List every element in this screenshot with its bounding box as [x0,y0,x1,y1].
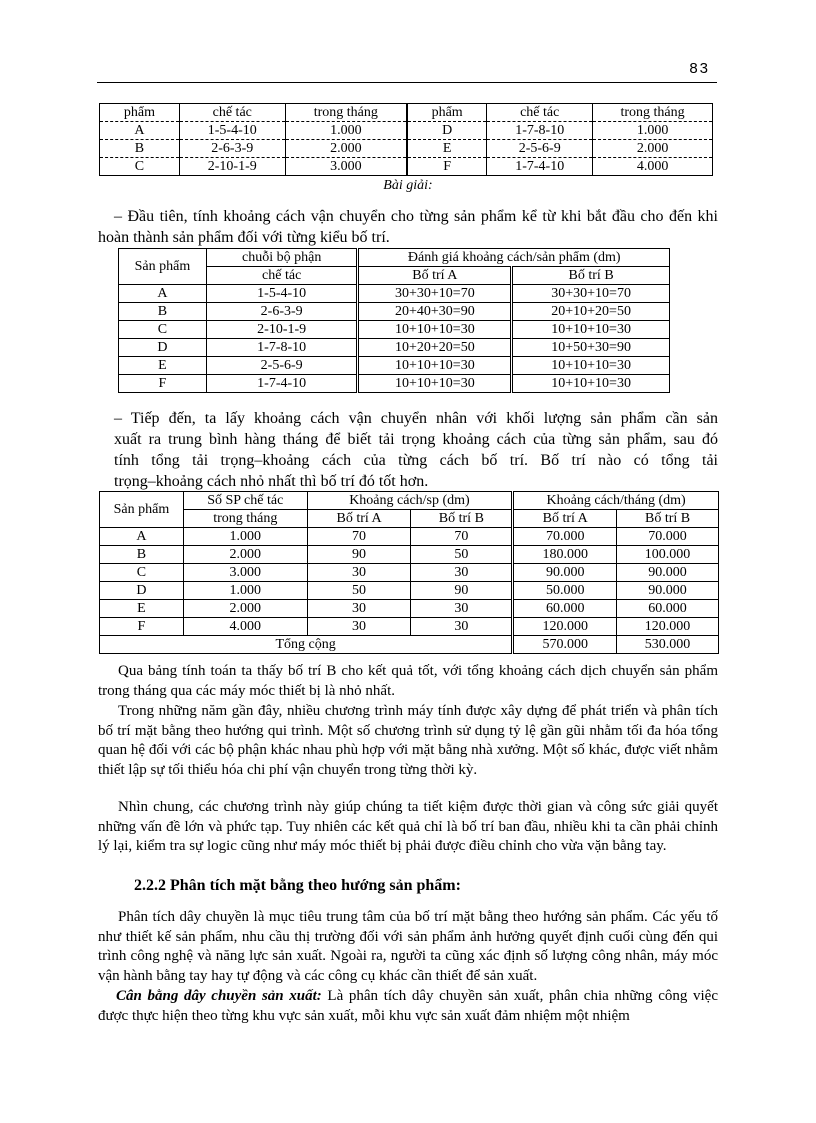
table-cell: 180.000 [513,546,617,564]
table-cell: 30 [411,600,513,618]
table-cell: 1-5-4-10 [206,285,358,303]
table-row [119,321,670,339]
page-number: 83 [689,60,710,77]
table-cell: trong tháng [593,104,713,122]
table-row [100,582,719,600]
table-cell: 10+10+10=30 [512,375,670,393]
table-cell: 2-6-3-9 [206,303,358,321]
term-bold: Cân bằng dây chuyền sản xuất: [116,988,322,1004]
total-label: Tổng cộng [100,636,513,654]
header-chain: chuỗi bộ phận [206,249,358,267]
table-row [100,618,719,636]
table-cell: 60.000 [513,600,617,618]
table-cell: 2.000 [593,140,713,158]
table-cell: 30 [411,618,513,636]
header-eval: Đánh giá khoảng cách/sản phẩm (dm) [358,249,670,267]
table-cell: phẩm [407,104,487,122]
product-routing-table [99,103,713,176]
table-cell: 20+40+30=90 [358,303,512,321]
table-cell: 2-5-6-9 [206,357,358,375]
table-cell: 90 [411,582,513,600]
table-row [100,158,713,176]
table-cell: 50.000 [513,582,617,600]
table-cell: 10+10+10=30 [358,375,512,393]
table-header-row [100,492,719,510]
table-cell: 30 [307,600,411,618]
table-cell: 10+10+10=30 [358,357,512,375]
header-qty: Số SP chế tác [183,492,307,510]
table-cell: 2-10-1-9 [206,321,358,339]
table-cell: 2.000 [183,600,307,618]
total-layout-b: 530.000 [617,636,719,654]
table-cell: 50 [307,582,411,600]
header-layout-b: Bố trí B [512,267,670,285]
paragraph-line: xuất ra trung bình hàng tháng để biết tải trọng khoảng cách của từng sản phẩm, sau đó [114,431,718,448]
table-cell: 90.000 [617,564,719,582]
header-product: Sản phẩm [100,492,184,528]
table-cell: 1.000 [285,122,407,140]
distance-per-product-table [118,248,670,393]
table-cell: 50 [411,546,513,564]
table-cell: 70.000 [617,528,719,546]
table-cell: 30+30+10=70 [512,285,670,303]
table-cell: 10+50+30=90 [512,339,670,357]
solution-caption: Bài giải: [383,178,433,193]
table-cell: 90.000 [617,582,719,600]
line-analysis-paragraph: Phân tích dây chuyền là mục tiêu trung tâm của bố trí mặt bằng theo hướng sản phẩm. Các yếu tố như thiết kế sản phẩm, nhu cầu thị trường đối với sản phẩm ảnh hưởng quyết định cuối cùng đến qui trình công nghệ và năng lực sản xuất. Ngoài ra, người ta cũng xác định số lượng công nhân, máy móc vận hành bằng tay hay tự động và các công cụ khác cần thiết để sản xuất. [98,909,718,984]
table-cell: 1-7-8-10 [206,339,358,357]
table-cell: B [100,140,180,158]
table-cell: F [407,158,487,176]
table-cell: D [407,122,487,140]
table-cell: 3.000 [183,564,307,582]
table-cell: 100.000 [617,546,719,564]
table-cell: 10+10+10=30 [512,321,670,339]
table-cell: 1.000 [593,122,713,140]
table-cell: 120.000 [513,618,617,636]
table-cell: chế tác [179,104,285,122]
table-row [100,122,713,140]
table-row [100,140,713,158]
table-cell: 30 [307,618,411,636]
table-cell: F [100,618,184,636]
table-cell: 1-5-4-10 [179,122,285,140]
table-cell: D [119,339,207,357]
table-cell: 70 [307,528,411,546]
table-cell: E [100,600,184,618]
table-row [119,357,670,375]
table-cell: 30 [307,564,411,582]
table-row [100,546,719,564]
header-layout-a: Bố trí A [513,510,617,528]
conclusion-paragraph: Qua bảng tính toán ta thấy bố trí B cho kết quả tốt, với tổng khoảng cách dịch chuyển sản phẩm trong tháng qua các máy móc thiết bị là nhỏ nhất. [98,663,718,699]
table-cell: B [100,546,184,564]
table-cell: 4.000 [183,618,307,636]
table-header-row [119,249,670,267]
total-row [100,636,719,654]
table-cell: 1-7-4-10 [487,158,593,176]
monthly-load-distance-table [99,491,719,654]
table-cell: 1-7-4-10 [206,375,358,393]
table-row [100,104,713,122]
table-row [100,528,719,546]
table-cell: 30+30+10=70 [358,285,512,303]
table-row [119,285,670,303]
table-cell: 30 [411,564,513,582]
table-cell: A [119,285,207,303]
paragraph-line: tính tổng tải trọng–khoảng cách của từng cách bố trí. Bố trí nào có tổng tải [114,452,718,469]
table-cell: C [134,159,145,174]
section-heading: 2.2.2 Phân tích mặt bằng theo hướng sản phẩm: [134,877,461,894]
table-cell: C [119,321,207,339]
table-cell: 2-6-3-9 [179,140,285,158]
paragraph-text: Là phân tích dây chuyền sản xuất, phân chia những công việc được thực hiện theo từng khu vực sản xuất, mỗi khu vực sản xuất đảm nhiệm một nhiệm [98,988,718,1024]
table-cell: 1.000 [183,582,307,600]
table-row [119,303,670,321]
table-cell: chế tác [487,104,593,122]
table-cell: 1-7-8-10 [487,122,593,140]
table-cell: 90 [307,546,411,564]
header-layout-b: Bố trí B [617,510,719,528]
header-layout-a: Bố trí A [307,510,411,528]
table-row [119,375,670,393]
step1-paragraph: – Đầu tiên, tính khoảng cách vận chuyển cho từng sản phẩm kể từ khi bắt đầu cho đến khi hoàn thành sản phẩm đối với từng kiểu bố trí. [98,208,718,246]
table-cell: 70.000 [513,528,617,546]
table-cell: A [100,122,180,140]
header-layout-b: Bố trí B [411,510,513,528]
table-cell: E [407,140,487,158]
table-cell: 10+10+10=30 [358,321,512,339]
table-cell: 2-10-1-9 [179,158,285,176]
summary-paragraph: Nhìn chung, các chương trình này giúp chúng ta tiết kiệm được thời gian và công sức giải quyết những vấn đề lớn và phức tạp. Tuy nhiên các kết quả chỉ là bố trí ban đầu, nhiều khi ta cần phải chỉnh lý lại, kiểm tra sự logic cũng như máy móc thiết bị phải được điều chỉnh cho vừa vặn bằng tay. [98,799,718,854]
paragraph-line: – Tiếp đến, ta lấy khoảng cách vận chuyển nhân với khối lượng sản phẩm cần sản [114,410,718,427]
table-cell: 10+20+20=50 [358,339,512,357]
total-layout-a: 570.000 [513,636,617,654]
header-chain-2: chế tác [206,267,358,285]
paragraph-line: trọng–khoảng cách nhỏ nhất thì bố trí đó tốt hơn. [114,473,429,490]
table-cell: B [119,303,207,321]
table-cell: 2-5-6-9 [487,140,593,158]
header-dist-month: Khoảng cách/tháng (dm) [513,492,719,510]
table-cell: F [119,375,207,393]
table-cell: 120.000 [617,618,719,636]
table-cell: 60.000 [617,600,719,618]
table-cell: 2.000 [183,546,307,564]
table-cell: 3.000 [285,158,407,176]
table-cell: 20+10+20=50 [512,303,670,321]
header-qty-2: trong tháng [183,510,307,528]
table-header-row [100,510,719,528]
table-row [100,600,719,618]
table-row [119,339,670,357]
table-cell: 4.000 [593,158,713,176]
table-cell: 90.000 [513,564,617,582]
header-layout-a: Bố trí A [358,267,512,285]
table-cell: trong tháng [285,104,407,122]
table-cell: C [100,564,184,582]
header-dist-sp: Khoảng cách/sp (dm) [307,492,513,510]
table-cell: 1.000 [183,528,307,546]
table-cell: E [119,357,207,375]
table-cell: phẩm [100,104,180,122]
table-cell: 70 [411,528,513,546]
table-row [100,564,719,582]
table-cell: 2.000 [285,140,407,158]
header-rule [97,82,717,83]
software-paragraph: Trong những năm gần đây, nhiều chương trình máy tính được xây dựng để phát triển và phân tích bố trí mặt bằng theo hướng qui trình. Một số chương trình sử dụng tỷ lệ gần gũi nhằm tối đa hóa tổng quan hệ đối với các bộ phận khác nhau phù hợp với mặt bằng nhà xưởng. Một số khác, được viết nhằm thiết lập sự tối thiểu hóa chi phí vận chuyển trong từng thời kỳ. [98,703,718,778]
line-balancing-paragraph [98,987,718,1026]
header-product: Sản phẩm [119,249,207,285]
table-cell: 10+10+10=30 [512,357,670,375]
table-cell: A [100,528,184,546]
table-cell: D [100,582,184,600]
step2-paragraph [98,408,718,492]
